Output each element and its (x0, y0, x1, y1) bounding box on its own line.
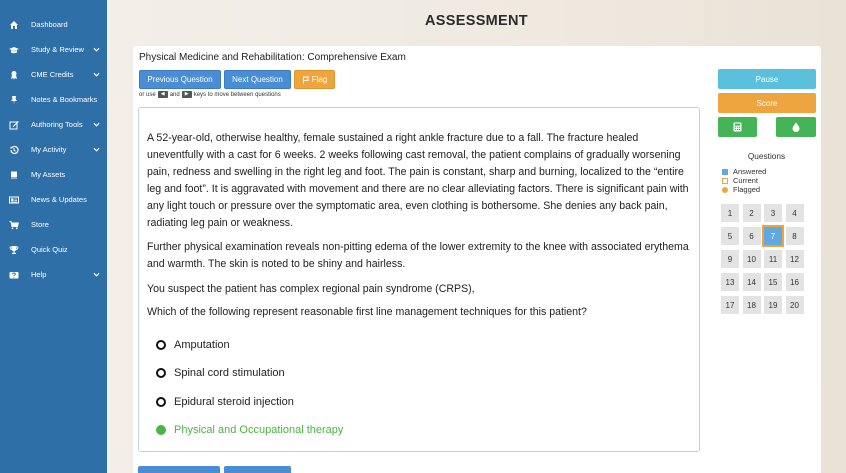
radio-button-selected[interactable] (156, 425, 166, 435)
answered-swatch (722, 169, 728, 175)
sidebar-item-cme-credits[interactable] (0, 64, 107, 86)
question-stem-paragraph: You suspect the patient has complex regional pain syndrome (CRPS), (147, 283, 475, 295)
sidebar-item-help[interactable] (0, 264, 107, 286)
question-number-8[interactable]: 8 (786, 227, 804, 245)
current-swatch (722, 178, 728, 184)
sidebar-item-notes-bookmarks[interactable] (0, 89, 107, 111)
sidebar-item-dashboard[interactable] (0, 14, 107, 36)
sidebar (0, 0, 107, 473)
sidebar-item-label: My Assets (31, 170, 66, 179)
question-number-6[interactable]: 6 (743, 227, 761, 245)
question-number-2[interactable]: 2 (743, 204, 761, 222)
question-number-15[interactable]: 15 (764, 273, 782, 291)
flag-label: Flag (311, 75, 328, 84)
option-label: Spinal cord stimulation (174, 367, 285, 379)
sidebar-item-label: Quick Quiz (31, 245, 68, 254)
radio-button[interactable] (156, 368, 166, 378)
sidebar-item-label: Store (31, 220, 49, 229)
left-arrow-key-icon: ◀ (158, 91, 168, 98)
award-icon (9, 70, 19, 80)
chevron-down-icon (93, 46, 100, 53)
question-stem-paragraph: Further physical examination reveals non-pitting edema of the lower extremity to the knee with associated erythema and warmth. The skin is noted to be shiny and hairless. (147, 241, 689, 270)
chevron-down-icon (93, 71, 100, 78)
question-number-20[interactable]: 20 (786, 296, 804, 314)
sidebar-item-study-review[interactable] (0, 39, 107, 61)
newspaper-icon (9, 195, 19, 205)
sidebar-item-label: My Activity (31, 145, 67, 154)
option-label: Epidural steroid injection (174, 396, 294, 408)
flag-icon (302, 76, 310, 84)
question-number-7[interactable]: 7 (764, 227, 782, 245)
question-prompt: Which of the following represent reasonable first line management techniques for this patient? (147, 306, 587, 318)
flag-button[interactable] (294, 70, 335, 89)
hint-text-post: keys to move between questions (193, 91, 281, 98)
trophy-icon (9, 245, 19, 255)
question-number-4[interactable]: 4 (786, 204, 804, 222)
exam-title: Physical Medicine and Rehabilitation: Comprehensive Exam (139, 52, 406, 63)
question-number-14[interactable]: 14 (743, 273, 761, 291)
question-stem-paragraph: A 52-year-old, otherwise healthy, female sustained a right ankle fracture due to a fall. The fracture healed uneventfully with a cast for 6 weeks. 2 weeks following cast removal, the patient complains of gradually worsening pain, redness and swelling in the right leg and foot. The pain is constant, sharp and burning, localized to the “entire leg and foot”. It is aggravated with movement and there are no clear alleviating factors. There is significant pain with any light touch or pressure over the symptomatic area, even clothing is bothersome. She denies any back pain, radiating leg pain or weakness. (147, 132, 689, 229)
next-question-button[interactable]: Next Question (224, 70, 291, 89)
question-number-9[interactable]: 9 (721, 250, 739, 268)
previous-question-button-bottom[interactable] (138, 466, 220, 473)
legend-label: Answered (733, 167, 767, 176)
sidebar-item-my-assets[interactable] (0, 164, 107, 186)
question-number-3[interactable]: 3 (764, 204, 782, 222)
question-number-16[interactable]: 16 (786, 273, 804, 291)
lab-values-button[interactable] (776, 117, 816, 137)
sidebar-item-label: Help (31, 270, 47, 279)
sidebar-item-label: News & Updates (31, 195, 87, 204)
previous-question-button[interactable]: Previous Question (139, 70, 221, 89)
edit-icon (9, 120, 19, 130)
legend-label: Flagged (733, 185, 761, 194)
question-number-5[interactable]: 5 (721, 227, 739, 245)
question-number-10[interactable]: 10 (743, 250, 761, 268)
calculator-button[interactable] (718, 117, 757, 137)
option-label: Amputation (174, 339, 230, 351)
next-question-button-bottom[interactable] (224, 466, 291, 473)
question-number-12[interactable]: 12 (786, 250, 804, 268)
sidebar-item-label: Authoring Tools (31, 120, 83, 129)
sidebar-item-label: Study & Review (31, 45, 84, 54)
question-number-18[interactable]: 18 (743, 296, 761, 314)
home-icon (9, 20, 19, 30)
sidebar-item-label: CME Credits (31, 70, 74, 79)
sidebar-item-my-activity[interactable] (0, 139, 107, 161)
flagged-swatch (722, 187, 728, 193)
drop-icon (792, 122, 800, 132)
radio-button[interactable] (156, 397, 166, 407)
radio-button[interactable] (156, 340, 166, 350)
score-button[interactable]: Score (718, 93, 816, 113)
keyboard-hint (139, 91, 281, 98)
question-number-13[interactable]: 13 (721, 273, 739, 291)
question-number-1[interactable]: 1 (721, 204, 739, 222)
hint-text-and: and (169, 91, 180, 98)
cart-icon (9, 220, 19, 230)
sidebar-item-store[interactable] (0, 214, 107, 236)
sidebar-item-news-updates[interactable] (0, 189, 107, 211)
hint-text-pre: or use (139, 91, 156, 98)
history-icon (9, 145, 19, 155)
legend-label: Current (733, 176, 759, 185)
right-arrow-key-icon: ▶ (182, 91, 192, 98)
pin-icon (9, 95, 19, 105)
question-navigator-grid (718, 203, 816, 315)
sidebar-item-quick-quiz[interactable] (0, 239, 107, 261)
questions-panel-title: Questions (747, 151, 786, 161)
question-number-19[interactable]: 19 (764, 296, 782, 314)
question-number-17[interactable]: 17 (721, 296, 739, 314)
option-label: Physical and Occupational therapy (174, 424, 344, 436)
calculator-icon (733, 122, 742, 132)
graduation-cap-icon (9, 45, 19, 55)
page-title: ASSESSMENT (425, 13, 528, 29)
question-number-11[interactable]: 11 (764, 250, 782, 268)
sidebar-item-authoring-tools[interactable] (0, 114, 107, 136)
sidebar-item-label: Dashboard (31, 20, 68, 29)
chevron-down-icon (93, 146, 100, 153)
sidebar-item-label: Notes & Bookmarks (31, 95, 98, 104)
pause-button[interactable]: Pause (718, 69, 816, 89)
chevron-down-icon (93, 121, 100, 128)
chevron-down-icon (93, 271, 100, 278)
book-icon (9, 170, 19, 180)
help-icon (9, 270, 19, 280)
